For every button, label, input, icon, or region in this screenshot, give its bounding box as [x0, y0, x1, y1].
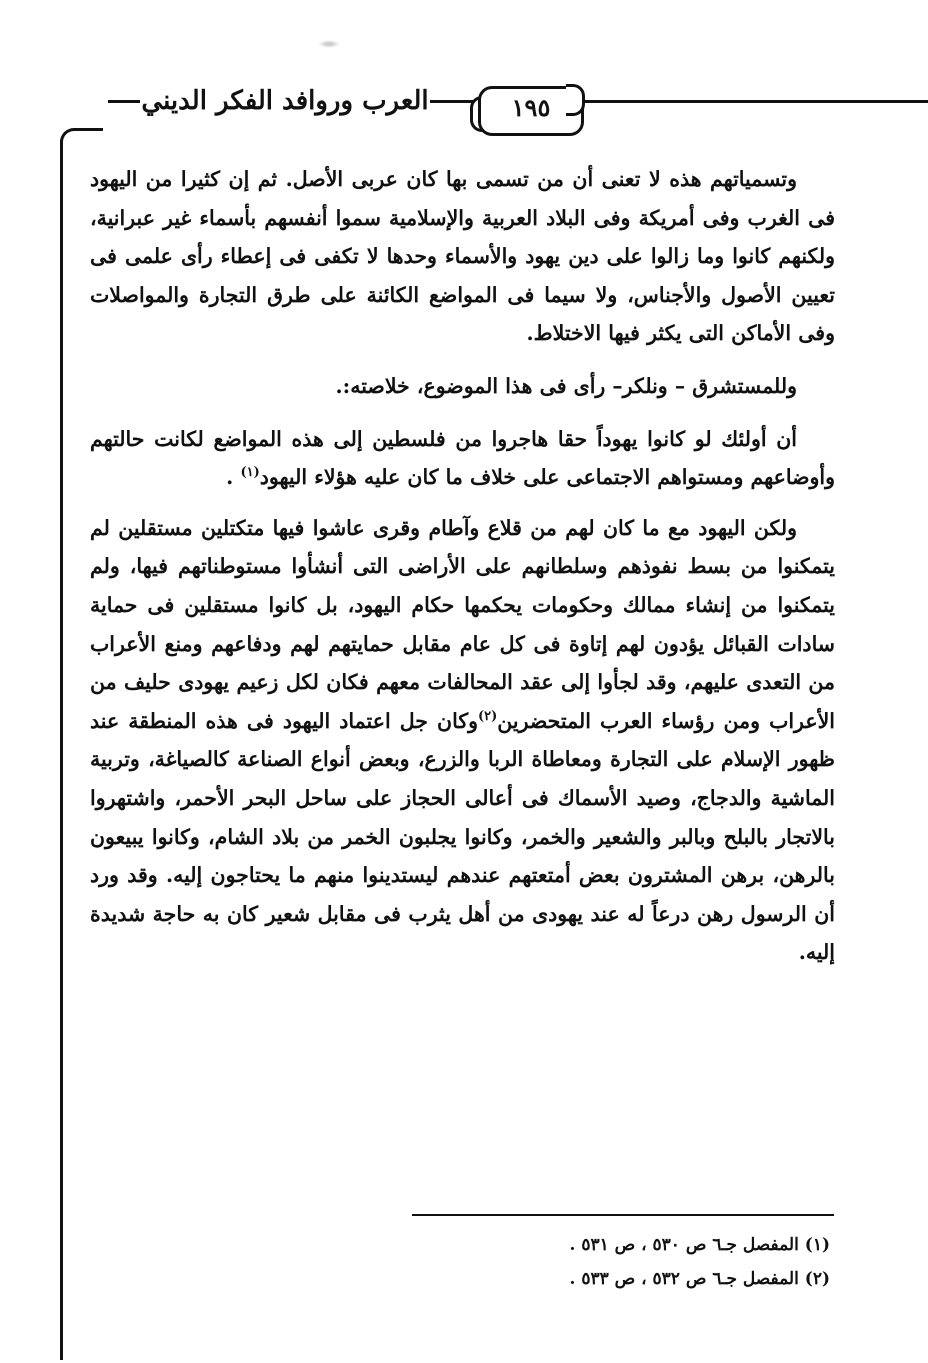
text-line: حالتهم وأوضاعهم ومستواهم الاجتماعى على خلاف ما كان عليه هؤلاء [90, 426, 835, 490]
text-line: مستوطناتهم فيها، ولم يتمكنوا من إنشاء ممالك وحكومات يحكمها حكام اليهود، [90, 554, 835, 617]
frame-corner [60, 128, 103, 151]
footnote-ref-2[interactable]: (٢) [477, 708, 498, 724]
text-line: التجارة ومعاطاة الربا والزرع، وبعض أنواع الصناعة كالصياغة، وتربية الماشية والدجاج، [90, 747, 835, 810]
text-line: أن أولئك لو كانوا يهوداً حقا هاجروا من فلسطين إلى هذه المواضع لكانت [154, 426, 797, 451]
text-line: اليهود [259, 465, 308, 490]
text-line: بالرهن، برهن المشترون بعض أمتعتهم عندهم ليستدينوا منهم ما يحتاجون إليه. وقد [127, 863, 835, 888]
text-line: طرق التجارة والمواصلات وفى الأماكن التى يكثر فيها الاختلاط. [90, 282, 835, 346]
text-line: مستقلين لم يتمكنوا من بسط نفوذهم وسلطانهم على الأراضى التى أنشأوا [90, 515, 835, 579]
text-line: من اليهود فى الغرب وفى أمريكة وفى البلاد العربية والإسلامية سموا أنفسهم بأسماء [90, 167, 835, 230]
footnote-ref-1[interactable]: (١) [240, 465, 260, 481]
text-line: المحالفات معهم فكان لكل زعيم يهودى حليف من الأعراب ومن رؤساء العرب [90, 670, 835, 733]
body-text [90, 160, 835, 972]
frame-left-rule [60, 140, 63, 1360]
text-line: وللمستشرق – ونلكر– رأى فى هذا الموضوع، خلاصته:. [335, 373, 797, 398]
text-line: حاجة شديدة إليه. [90, 901, 835, 965]
paragraph-1 [90, 160, 835, 353]
text-line: بالبلح وبالبر والشعير والخمر، وكانوا يجلبون الخمر من بلاد الشام، وكانوا يبيعون [90, 824, 768, 849]
text-line: غير عبرانية، ولكنهم كانوا وما زالوا على دين يهود والأسماء وحدها لا تكفى فى [90, 205, 835, 269]
ink-smudge [318, 40, 340, 48]
running-title: العرب وروافد الفكر الديني [141, 86, 429, 116]
text-line: وتسمياتهم هذه لا تعنى أن من تسمى بها كان عربى الأصل. ثم إن كثيرا [180, 167, 797, 191]
paragraph-2 [90, 367, 835, 406]
text-line: وصيد الأسماك فى أعالى الحجاز على ساحل البحر الأحمر، واشتهروا بالاتجار [90, 785, 835, 849]
footnotes [400, 1228, 830, 1296]
text-line: ورد أن الرسول رهن درعاً له عند يهودى من أهل يثرب فى مقابل شعير كان به [90, 863, 835, 926]
footnote-2: (٢) المفصل جـ٦ ص ٥٣٢ ، ص ٥٣٣ . [569, 1269, 830, 1289]
footnote-1: (١) المفصل جـ٦ ص ٥٣٠ ، ص ٥٣١ . [569, 1235, 830, 1255]
footnote-separator [412, 1214, 834, 1216]
text-line: ولكن اليهود مع ما كان لهم من قلاع وآطام وقرى عاشوا فيها متكتلين [201, 515, 797, 540]
text-line: بل كانوا مستقلين فى حماية سادات القبائل يؤدون لهم إتاوة فى كل عام مقابل [90, 592, 835, 656]
text-line: المتحضرين [497, 708, 591, 733]
text-line: وكان جل اعتماد اليهود فى هذه المنطقة عند ظهور الإسلام على [90, 708, 835, 772]
text-line: . [226, 465, 241, 490]
text-line: إعطاء رأى علمى فى تعيين الأصول والأجناس، ولا سيما فى المواضع الكائنة على [90, 244, 835, 307]
scroll-ornament-right [566, 84, 585, 116]
page-number: ١٩٥ [511, 93, 551, 122]
text-line: حمايتهم لهم ودفاعهم ومنع الأعراب من التعدى عليهم، وقد لجأوا إلى عقد [90, 631, 835, 695]
paragraph-3-quote [90, 420, 835, 497]
paragraph-4 [90, 509, 835, 972]
